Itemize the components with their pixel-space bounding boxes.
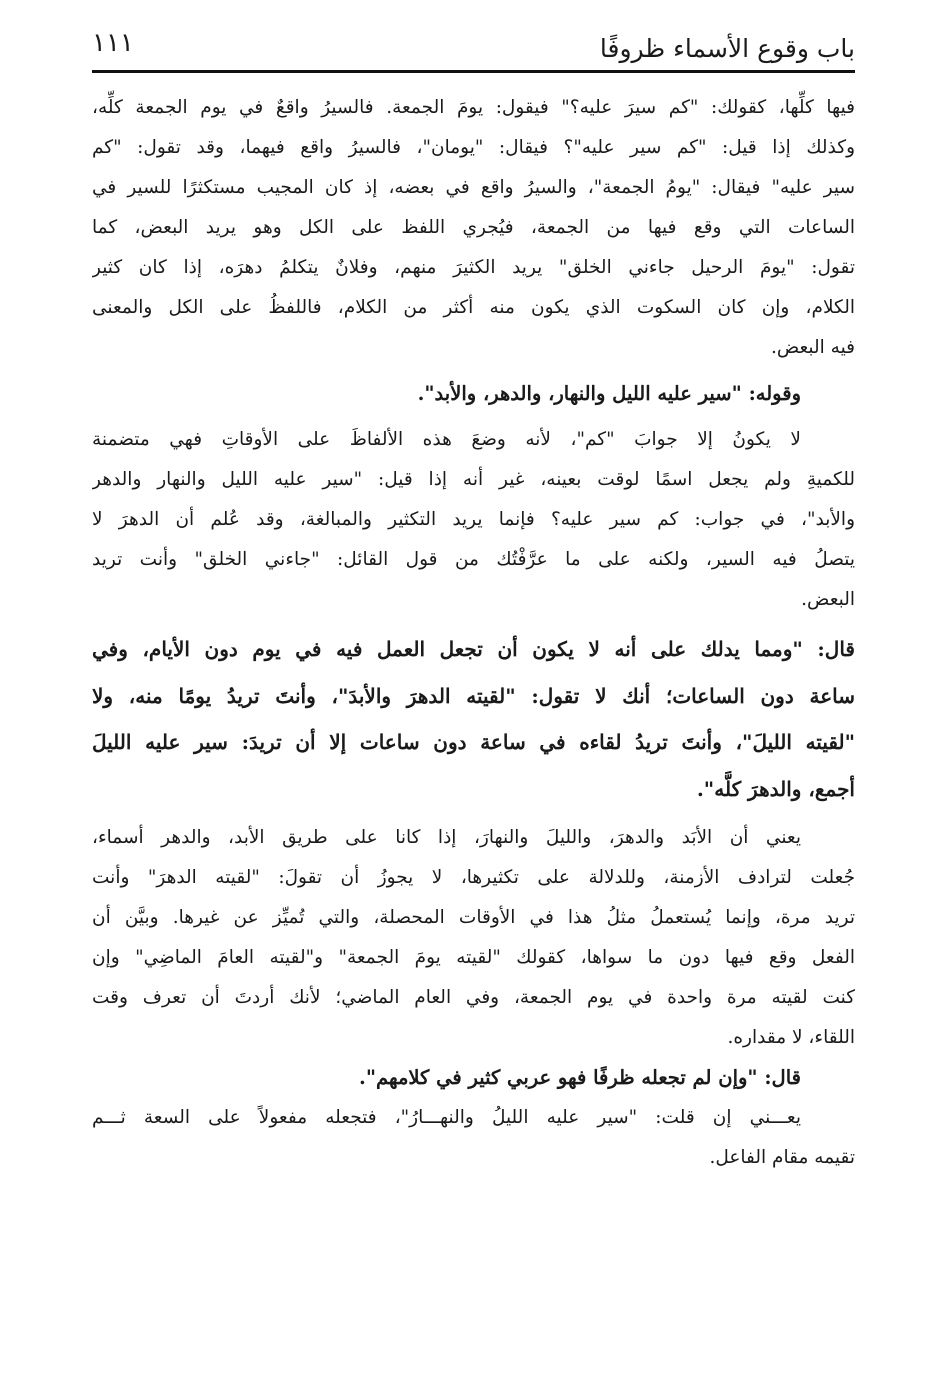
quote-line: قال: "ومما يدلك على أنه لا يكون أن تجعل العمل فيه في يوم دون الأيام، وفي: [92, 637, 855, 661]
text-line: الساعات التي وقع فيها من الجمعة، فيُجري اللفظ على الكل وهو يريد البعض، كما: [92, 217, 855, 238]
text-line: الكلام، وإن كان السكوت الذي يكون منه أكثر من الكلام، فاللفظُ على الكل والمعنى: [92, 297, 855, 318]
quoted-heading: وقوله: "سير عليه الليل والنهار، والدهر، والأبد".: [417, 382, 801, 405]
text-line: يتصلُ فيه السير، ولكنه على ما عرَّفْتُك من قول القائل: "جاءني الخلق" وأنت تريد: [92, 549, 855, 570]
text-line: جُعلت لترادف الأزمنة، وللدلالة على تكثيرها، لا يجوزُ أن تقولَ: "لقيته الدهرَ" وأنت: [92, 867, 855, 888]
text-line: تقيمه مقام الفاعل.: [709, 1147, 855, 1168]
text-line: تقول: "يومَ الرحيل جاءني الخلق" يريد الكثيرَ منهم، وفلانٌ يتكلمُ دهرَه، إذا كان كثير: [92, 257, 855, 278]
page-number: ١١١: [92, 28, 134, 58]
quoted-heading: قال: "وإن لم تجعله ظرفًا فهو عربي كثير في كلامهم".: [359, 1066, 801, 1089]
text-line: تريد مرة، وإنما يُستعملُ مثلُ هذا في الأوقات المحصلة، والتي تُميِّز عن غيرها. وبيَّن أن: [92, 907, 855, 928]
text-line: سير عليه" فيقال: "يومُ الجمعة"، والسيرُ واقع في بعضه، إذ كان المجيب مستكثرًا للسير في: [92, 177, 855, 198]
text-line: والأبد"، في جواب: كم سير عليه؟ فإنما يريد التكثير والمبالغة، وقد عُلم أن الدهرَ لا: [92, 509, 855, 530]
quote-line: "لقيته الليلَ"، وأنتَ تريدُ لقاءه في ساعة دون ساعات إلا أن تريدَ: سير عليه الليلَ: [92, 730, 855, 754]
text-line: اللقاء، لا مقداره.: [727, 1027, 855, 1048]
text-line: وكذلك إذا قيل: "كم سير عليه"؟ فيقال: "يومان"، فالسيرُ واقع فيهما، وقد تقول: "كم: [92, 137, 855, 158]
text-line: فيها كلِّها، كقولك: "كم سيرَ عليه؟" فيقول: يومَ الجمعة. فالسيرُ واقعٌ في يوم الجمعة كلِّه،: [92, 97, 855, 118]
page-header: [92, 24, 855, 70]
quote-line: ساعة دون الساعات؛ أنك لا تقول: "لقيته الدهرَ والأبدَ"، وأنتَ تريدُ يومًا منه، ولا: [92, 683, 855, 708]
text-line: الفعل وقع فيها دون ما سواها، كقولك "لقيته يومَ الجمعة" و"لقيته العامَ الماضِي" وإن: [92, 947, 855, 968]
text-line: يعني أن الأبَد والدهرَ، والليلَ والنهارَ، إذا كانا على طريق الأبد، والدهر أسماء،: [92, 827, 801, 848]
quote-line: أجمع، والدهرَ كلَّه".: [696, 776, 855, 801]
header-rule: [92, 70, 855, 73]
text-line: يعـــني إن قلت: "سير عليه الليلُ والنهـــارُ"، فتجعله مفعولاً على السعة ثـــم: [92, 1107, 801, 1128]
text-line: لا يكونُ إلا جوابَ "كم"، لأنه وضعَ هذه الألفاظَ على الأوقاتِ فهي متضمنة: [92, 429, 801, 450]
text-line: للكميةِ ولم يجعل اسمًا لوقت بعينه، غير أنه إذا قيل: "سير عليه الليل والنهار والدهر: [92, 469, 855, 490]
text-line: البعض.: [801, 589, 855, 610]
running-title: باب وقوع الأسماء ظروفًا: [599, 34, 855, 63]
text-line: كنت لقيته مرة واحدة في يوم الجمعة، وفي العام الماضي؛ لأنك أردتَ أن تعرف وقت: [92, 987, 855, 1008]
page-body: [92, 88, 855, 1178]
text-line: فيه البعض.: [770, 337, 855, 358]
